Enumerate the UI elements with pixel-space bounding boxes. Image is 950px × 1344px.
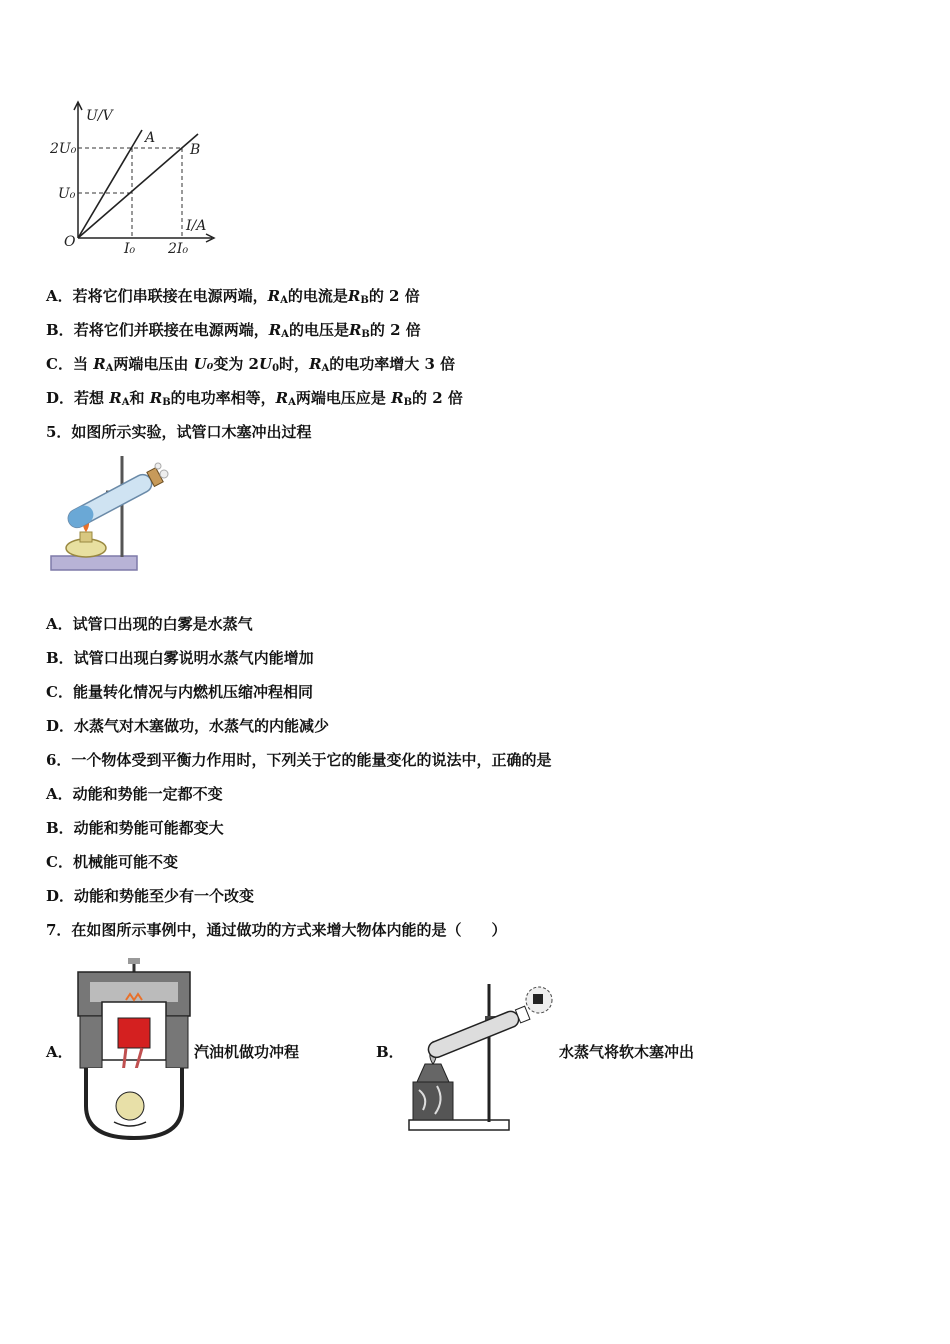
q4-option-a: A．若将它们串联接在电源两端，$R_A$的电流是$R_B$的 2 倍 <box>46 287 420 306</box>
test-tube <box>426 1005 530 1060</box>
crankshaft <box>116 1092 144 1120</box>
lamp <box>417 1064 449 1082</box>
stand-base <box>409 1120 509 1130</box>
label-a: A <box>145 130 156 146</box>
u-i-graph <box>50 100 230 260</box>
cork-burst <box>526 987 552 1013</box>
tick-2u0: 2U₀ <box>50 141 77 157</box>
q7-stem: 7．在如图所示事例中，通过做功的方式来增大物体内能的是（ ） <box>46 921 507 939</box>
engine-figure <box>76 956 192 1141</box>
q6-option-d: D．动能和势能至少有一个改变 <box>46 887 255 905</box>
q6-option-b: B．动能和势能可能都变大 <box>46 819 224 837</box>
burner-block <box>413 1082 453 1120</box>
q7-option-b-letter: B． <box>376 1043 404 1061</box>
x-axis-label: I/A <box>186 218 207 234</box>
tick-2i0: 2I₀ <box>168 241 189 257</box>
stand-base <box>51 556 137 570</box>
test-tube <box>65 467 164 531</box>
q5-option-b: B．试管口出现白雾说明水蒸气内能增加 <box>46 649 314 667</box>
y-axis-label: U/V <box>86 108 113 124</box>
q6-option-a: A．动能和势能一定都不变 <box>46 785 223 803</box>
q4-option-c: C．当 $R_A$两端电压由 U₀变为 $2U_0$时，$R_A$的电功率增大 3 倍 <box>46 355 456 374</box>
q4-option-d: D．若想 $R_A$和 $R_B$的电功率相等，$R_A$两端电压应是 $R_B$的 2 倍 <box>46 389 463 408</box>
q5-stem: 5．如图所示实验，试管口木塞冲出过程 <box>46 423 312 441</box>
q6-stem: 6．一个物体受到平衡力作用时，下列关于它的能量变化的说法中，正确的是 <box>46 751 552 769</box>
q5-option-c: C．能量转化情况与内燃机压缩冲程相同 <box>46 683 313 701</box>
piston <box>118 1018 150 1048</box>
tick-u0: U₀ <box>58 186 76 202</box>
line-b <box>78 134 201 238</box>
q7-option-a-letter: A． <box>46 1043 73 1061</box>
cork-popping-figure <box>405 980 560 1135</box>
q7-option-b-caption: 水蒸气将软木塞冲出 <box>559 1043 695 1061</box>
q5-option-d: D．水蒸气对木塞做功，水蒸气的内能减少 <box>46 717 330 735</box>
q5-option-a: A．试管口出现的白雾是水蒸气 <box>46 615 253 633</box>
origin-label: O <box>64 234 76 250</box>
q6-option-c: C．机械能可能不变 <box>46 853 178 871</box>
test-tube-apparatus <box>46 452 176 577</box>
q7-option-a-caption: 汽油机做功冲程 <box>194 1043 300 1061</box>
q4-option-b: B．若将它们并联接在电源两端，$R_A$的电压是$R_B$的 2 倍 <box>46 321 421 340</box>
label-b: B <box>190 142 201 158</box>
tick-i0: I₀ <box>124 241 136 257</box>
